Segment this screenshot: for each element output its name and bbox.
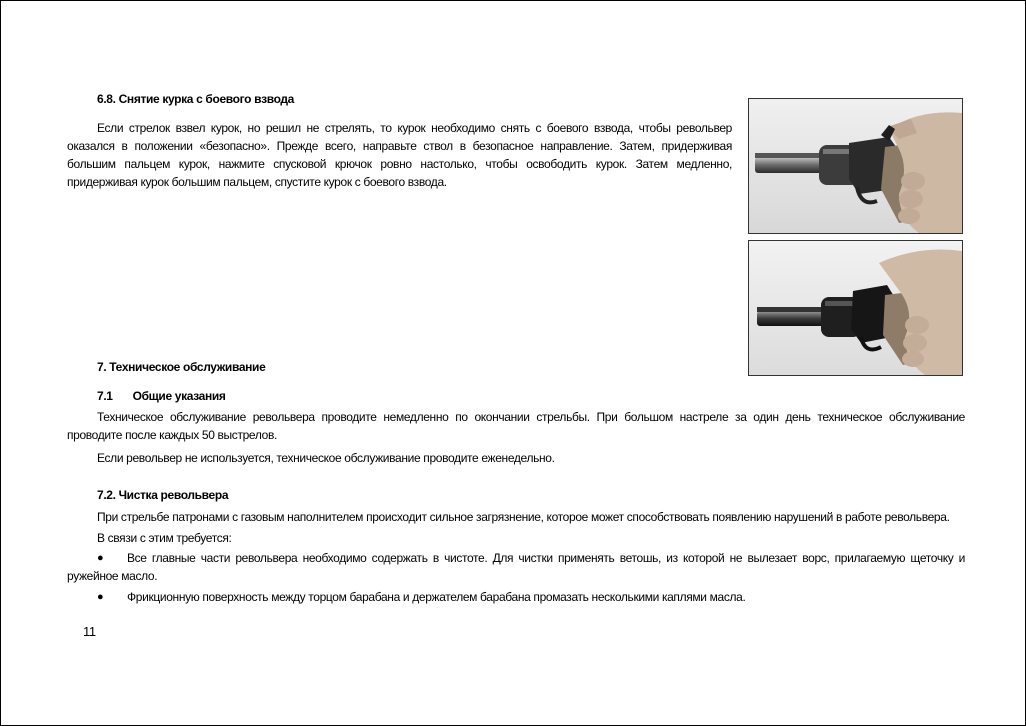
bullet-icon: ● xyxy=(97,591,104,603)
section-7-1-title: Общие указания xyxy=(132,389,226,403)
section-7-1-para1: Техническое обслуживание револьвера проводите немедленно по окончании стрельбы. При большом настреле за один день техническое обслуживание проводите после каждых 50 выстрелов. xyxy=(67,410,965,442)
page-number: 11 xyxy=(83,624,96,639)
section-6-8-heading: 6.8. Снятие курка с боевого взвода xyxy=(97,92,294,106)
section-7-1-heading xyxy=(97,387,226,405)
bullet-icon: ● xyxy=(97,552,104,564)
section-7-1-para2: Если револьвер не используется, техническое обслуживание проводите еженедельно. xyxy=(97,451,555,465)
bullet-text: Фрикционную поверхность между торцом барабана и держателем барабана промазать несколькими каплями масла. xyxy=(127,590,746,604)
revolver-hammer-released-photo xyxy=(748,240,963,376)
list-item xyxy=(67,588,965,606)
section-7-2-para1: При стрельбе патронами с газовым наполнителем происходит сильное загрязнение, которое может способствовать появлению нарушений в работе револьвера. xyxy=(97,510,950,524)
section-7-heading: 7. Техническое обслуживание xyxy=(97,360,266,374)
bullet-text: Все главные части револьвера необходимо содержать в чистоте. Для чистки применять ветошь, из которой не вылезает ворс, прилагаемую щеточку и ружейное масло. xyxy=(67,551,965,583)
section-7-2-heading: 7.2. Чистка револьвера xyxy=(97,488,229,502)
revolver-hammer-cocked-photo xyxy=(748,98,963,234)
list-item xyxy=(67,549,965,585)
section-6-8-text: Если стрелок взвел курок, но решил не стрелять, то курок необходимо снять с боевого взвода, чтобы револьвер оказался в положении «безопасно». Прежде всего, направьте ствол в безопасное направление. Затем, придерживая большим пальцем курок, нажмите спусковой крючок ровно настолько, чтобы освободить курок. Затем медленно, придерживая курок большим пальцем, спустите курок с боевого взвода. xyxy=(67,121,732,189)
section-7-2-para2: В связи с этим требуется: xyxy=(97,531,232,545)
section-7-1-number: 7.1 xyxy=(97,389,113,403)
